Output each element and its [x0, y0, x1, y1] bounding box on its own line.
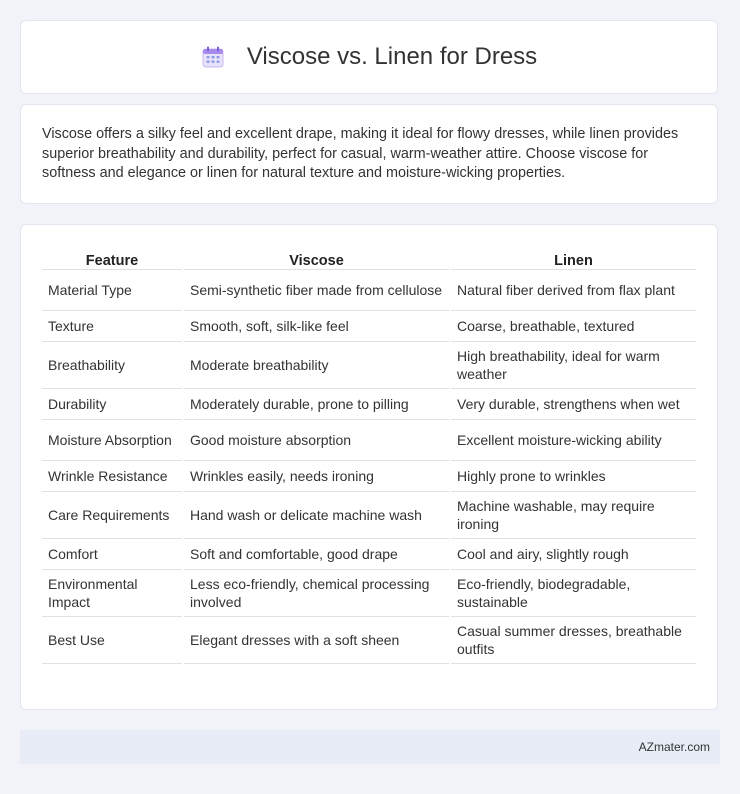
table-row: [42, 492, 696, 539]
footer-brand: AZmater.com: [638, 740, 710, 754]
cell-linen: Coarse, breathable, textured: [451, 311, 696, 342]
cell-feature: Material Type: [42, 270, 182, 311]
cell-viscose: Moderate breathability: [184, 342, 449, 389]
cell-viscose: Soft and comfortable, good drape: [184, 539, 449, 570]
header-linen: Linen: [451, 245, 696, 270]
cell-feature: Moisture Absorption: [42, 420, 182, 461]
cell-feature: Comfort: [42, 539, 182, 570]
calendar-icon: [201, 45, 225, 69]
cell-linen: High breathability, ideal for warm weather: [451, 342, 696, 389]
table-row: [42, 342, 696, 389]
header-viscose: Viscose: [184, 245, 449, 270]
cell-viscose: Less eco-friendly, chemical processing involved: [184, 570, 449, 617]
cell-linen: Natural fiber derived from flax plant: [451, 270, 696, 311]
cell-feature: Care Requirements: [42, 492, 182, 539]
cell-feature: Best Use: [42, 617, 182, 664]
summary-card: [20, 104, 718, 204]
cell-linen: Highly prone to wrinkles: [451, 461, 696, 492]
table-row: [42, 389, 696, 420]
cell-viscose: Wrinkles easily, needs ironing: [184, 461, 449, 492]
table-row: [42, 461, 696, 492]
cell-viscose: Elegant dresses with a soft sheen: [184, 617, 449, 664]
cell-linen: Casual summer dresses, breathable outfits: [451, 617, 696, 664]
table-header-row: [42, 245, 696, 270]
table-row: [42, 539, 696, 570]
cell-feature: Texture: [42, 311, 182, 342]
cell-viscose: Good moisture absorption: [184, 420, 449, 461]
table-row: [42, 617, 696, 664]
cell-linen: Very durable, strengthens when wet: [451, 389, 696, 420]
cell-viscose: Semi-synthetic fiber made from cellulose: [184, 270, 449, 311]
table-row: [42, 570, 696, 617]
header-feature: Feature: [42, 245, 182, 270]
table-row: [42, 270, 696, 311]
cell-feature: Durability: [42, 389, 182, 420]
title-row: [201, 43, 537, 71]
footer-bar: [20, 730, 720, 764]
summary-text: Viscose offers a silky feel and excellent drape, making it ideal for flowy dresses, while linen provides superior breathability and durability, perfect for casual, warm-weather attire. Choose viscose for softness and elegance or linen for natural texture and moisture-wicking properties.: [42, 126, 679, 181]
comparison-table-card: [20, 224, 718, 710]
cell-linen: Machine washable, may require ironing: [451, 492, 696, 539]
table-row: [42, 420, 696, 461]
cell-linen: Cool and airy, slightly rough: [451, 539, 696, 570]
cell-viscose: Smooth, soft, silk-like feel: [184, 311, 449, 342]
cell-feature: Wrinkle Resistance: [42, 461, 182, 492]
cell-viscose: Moderately durable, prone to pilling: [184, 389, 449, 420]
cell-feature: Environmental Impact: [42, 570, 182, 617]
title-card: [20, 20, 718, 94]
table-row: [42, 311, 696, 342]
cell-viscose: Hand wash or delicate machine wash: [184, 492, 449, 539]
cell-linen: Eco-friendly, biodegradable, sustainable: [451, 570, 696, 617]
page-title: Viscose vs. Linen for Dress: [246, 43, 538, 70]
comparison-table: [40, 245, 698, 664]
cell-linen: Excellent moisture-wicking ability: [451, 420, 696, 461]
cell-feature: Breathability: [42, 342, 182, 389]
